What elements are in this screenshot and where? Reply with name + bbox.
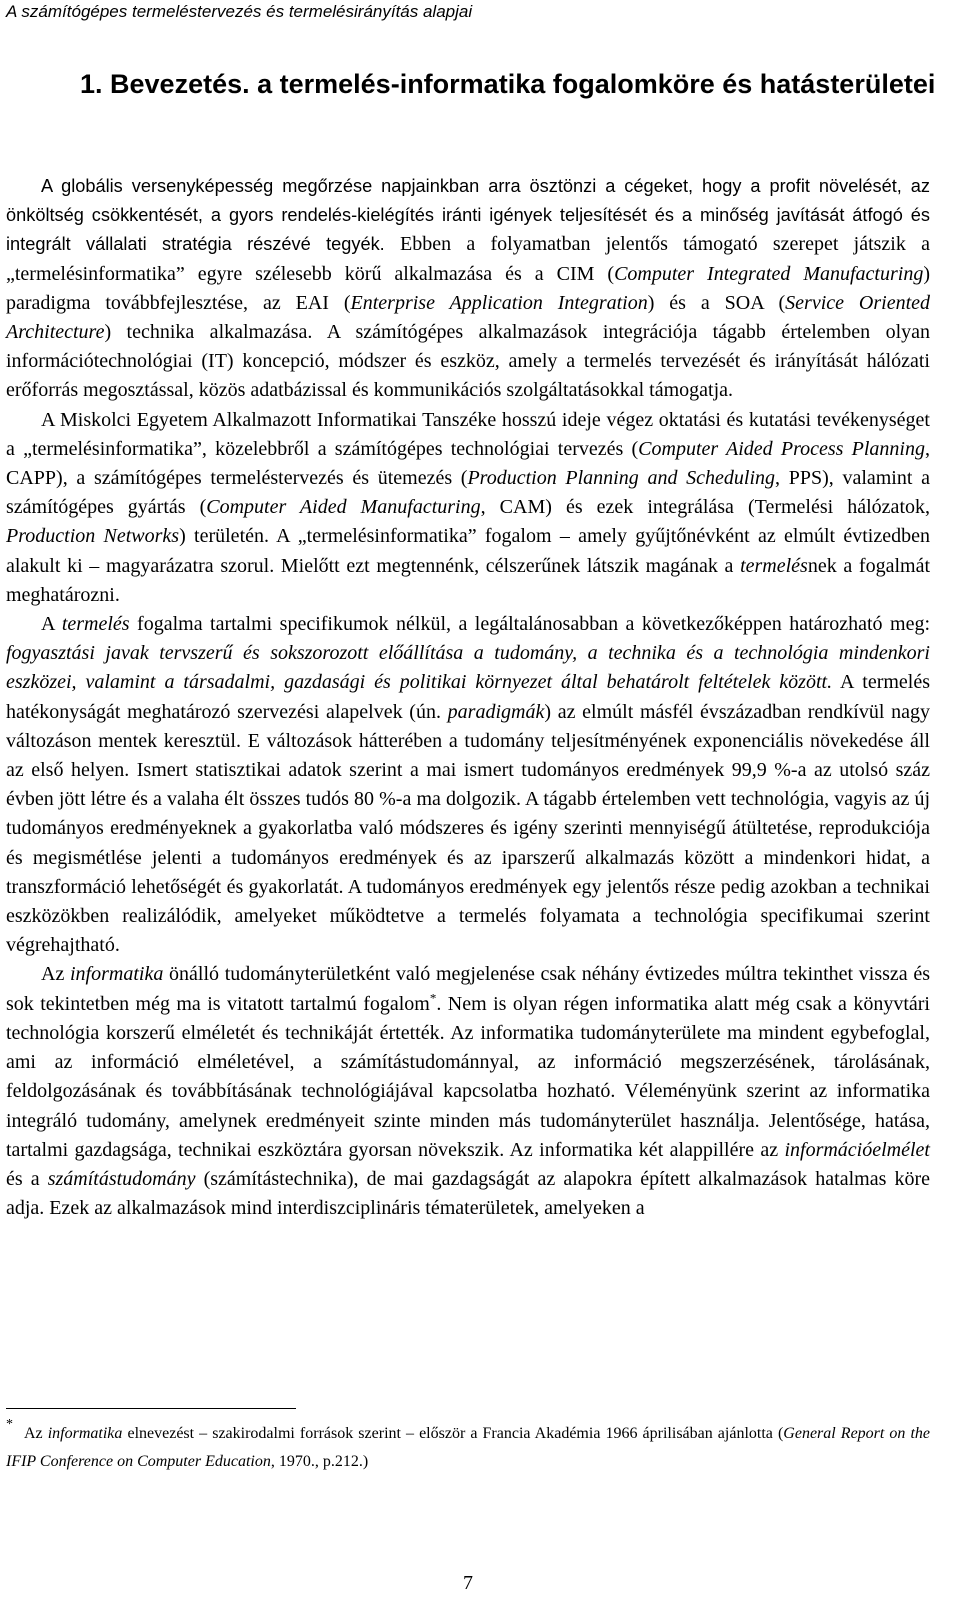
sentence: ) és a SOA ( <box>647 291 786 314</box>
paragraph-1 <box>6 172 930 406</box>
footnote-reference[interactable]: * <box>429 990 437 1006</box>
footnote-text: , 1970., p.212.) <box>270 1453 369 1470</box>
footnote: *Az informatika elnevezést – szakirodalmi források szerint – először a Francia Akadémia 1966 áprilisában ajánlotta (General Report on the IFIP Conference on Computer Education, 1970., p.212.) <box>6 1417 931 1470</box>
footnote-divider <box>6 1408 296 1409</box>
sentence: A <box>41 613 62 636</box>
sentence: ) paradigma továbbfejlesztése, az EAI ( <box>6 262 930 314</box>
chapter-title: 1. Bevezetés. a termelés-informatika fogalomköre és hatásterületei <box>80 69 936 99</box>
italic-term: termelés <box>740 554 808 577</box>
footnote-text: elnevezést – szakirodalmi források szerint – először a Francia Akadémia 1966 áprilisában ajánlotta ( <box>122 1425 784 1442</box>
italic-term: számítástudomány <box>47 1167 196 1190</box>
italic-definition: fogyasztási javak tervszerű és sokszorozott előállítása a tudomány, a technika és a technológia mindenkori eszközei, valamint a társadalmi, gazdasági és politikai környezet által behatárolt feltételek között. <box>6 642 930 694</box>
italic-term: Computer Aided Process Planning <box>638 437 925 460</box>
sentence: Az <box>41 963 70 986</box>
italic-term: információelmélet <box>784 1138 930 1161</box>
italic-term: termelés <box>61 613 130 636</box>
italic-term: Computer Integrated Manufacturing <box>614 262 924 285</box>
italic-term: Computer Aided Manufacturing <box>206 496 481 519</box>
italic-term: Production Planning and Scheduling <box>467 467 776 490</box>
sentence: ) technika alkalmazása. <box>104 321 313 344</box>
sentence: . Nem is olyan régen informatika alatt még csak a könyvtári technológia korszerű elméletét és technikáját értették. Az informatika tudományterülete ma mindent egybefoglal, ami az információ elméletével, a számítástudománnyal, az információ megszerzésének, tárolásának, feldolgozásának és továbbításának technológiájával kapcsolatba hozható. Véleményünk szerint az informatika integráló tudomány, amelynek eredményeit szinte minden más tudományterület használja. Jelentősége, hatása, tartalmi gazdagsága, technikai eszköztára gyorsan növekszik. Az informatika két alappillére az <box>6 992 930 1161</box>
italic-term: Enterprise Application Integration <box>350 291 648 314</box>
sentence: Ebben a folyamatban jelentős támogató szerepet játszik a „termelésinformatika” egyre szélesebb körű alkalmazása és a CIM ( <box>6 233 930 285</box>
sentence: önálló tudományterületként való megjelenése csak néhány évtizedes múltra tekinthet vissza és sok tekintetben még ma is vitatott tartalmú fogalom <box>6 963 930 1015</box>
sentence: ) területén. A „termelésinformatika” fogalom – amely gyűjtőnévként az elmúlt évtizedben alakult ki – magyarázatra szorul. Mielőtt ezt megtennénk, célszerűnek látszik magának a <box>6 525 930 577</box>
body-text <box>6 172 930 1223</box>
sentence: nek a fogalmát meghatározni. <box>6 554 931 606</box>
italic-term: paradigmák <box>447 700 545 723</box>
paragraph-2 <box>6 406 930 610</box>
footnote-text: Az <box>24 1425 48 1442</box>
italic-term: Service Oriented Architecture <box>6 291 931 344</box>
sentence: A Miskolci Egyetem Alkalmazott Informatikai Tanszéke hosszú ideje végez oktatási és kutatási tevékenységet a „termelésinformatika”, közelebbről a számítógépes technológiai tervezés ( <box>6 408 930 460</box>
sentence: és a <box>6 1167 48 1190</box>
italic-term: informatika <box>70 963 164 986</box>
italic-term: Production Networks <box>6 525 180 548</box>
sentence: , CAPP), a számítógépes termeléstervezés és ütemezés ( <box>6 437 930 490</box>
sentence: fogalma tartalmi specifikumok nélkül, a legáltalánosabban a következőképpen határozható meg: <box>129 613 931 636</box>
sentence: A számítógépes alkalmazások integrációja tágabb értelemben olyan információtechnológiai (IT) koncepció, módszer és eszköz, amely a termelés tervezését és irányítását hálózati erőforrás megosztással, közös adatbázissal és kommunikációs szolgáltatásokkal támogatja. <box>6 321 930 402</box>
sentence: , PPS), valamint a számítógépes gyártás ( <box>6 467 930 519</box>
italic-term: informatika <box>47 1425 123 1442</box>
paragraph-3 <box>6 610 930 960</box>
sentence: , CAM) és ezek integrálása (Termelési hálózatok, <box>480 496 930 519</box>
italic-citation: General Report on the IFIP Conference on Computer Education <box>6 1425 931 1470</box>
running-header: A számítógépes termeléstervezés és termelésirányítás alapjai <box>6 2 473 21</box>
sentence: A termelés hatékonyságát meghatározó szervezési alapelvek (ún. <box>6 671 931 723</box>
page-number: 7 <box>463 1572 473 1594</box>
sentence: (számítástechnika), de mai gazdagságát az alapokra épített alkalmazások hatalmas köre adja. Ezek az alkalmazások mind interdiszciplináris tématerületek, amelyeken a <box>6 1167 930 1220</box>
sentence: ) az elmúlt másfél évszázadban rendkívül nagy változáson mentek keresztül. E változások hátterében a tudomány teljesítményének exponenciális növekedése áll az első helyen. Ismert statisztikai adatok szerint a mai ismert tudományos eredmények 99,9 %-a az utolsó száz évben jött létre és a valaha élt összes tudós 80 %-a ma dolgozik. A tágabb értelemben vett technológia, vagyis az új tudományos eredményeknek a gyakorlatba való módszeres és igény szerinti mennyiségű átültetése, reprodukciója és megismétlése jelenti a tudományos eredmények és az iparszerű alkalmazás között a mindenkori hidat, a transzformáció lehetőségét és gyakorlatát. A tudományos eredmények egy jelentős része pedig azokban a technikai eszközökben realizálódik, amelyeket működtetve a termelés folyamata a technológia specifikumai szerint végrehajtható. <box>6 700 930 957</box>
paragraph-4 <box>6 960 930 1223</box>
sentence: A globális versenyképesség megőrzése napjainkban arra ösztönzi a cégeket, hogy a profit növelését, az önköltség csökkentését, a gyors rendelés-kielégítés iránti igények teljesítését és a minőség javítását átfogó és integrált vállalati stratégia részévé tegyék. <box>6 176 930 255</box>
